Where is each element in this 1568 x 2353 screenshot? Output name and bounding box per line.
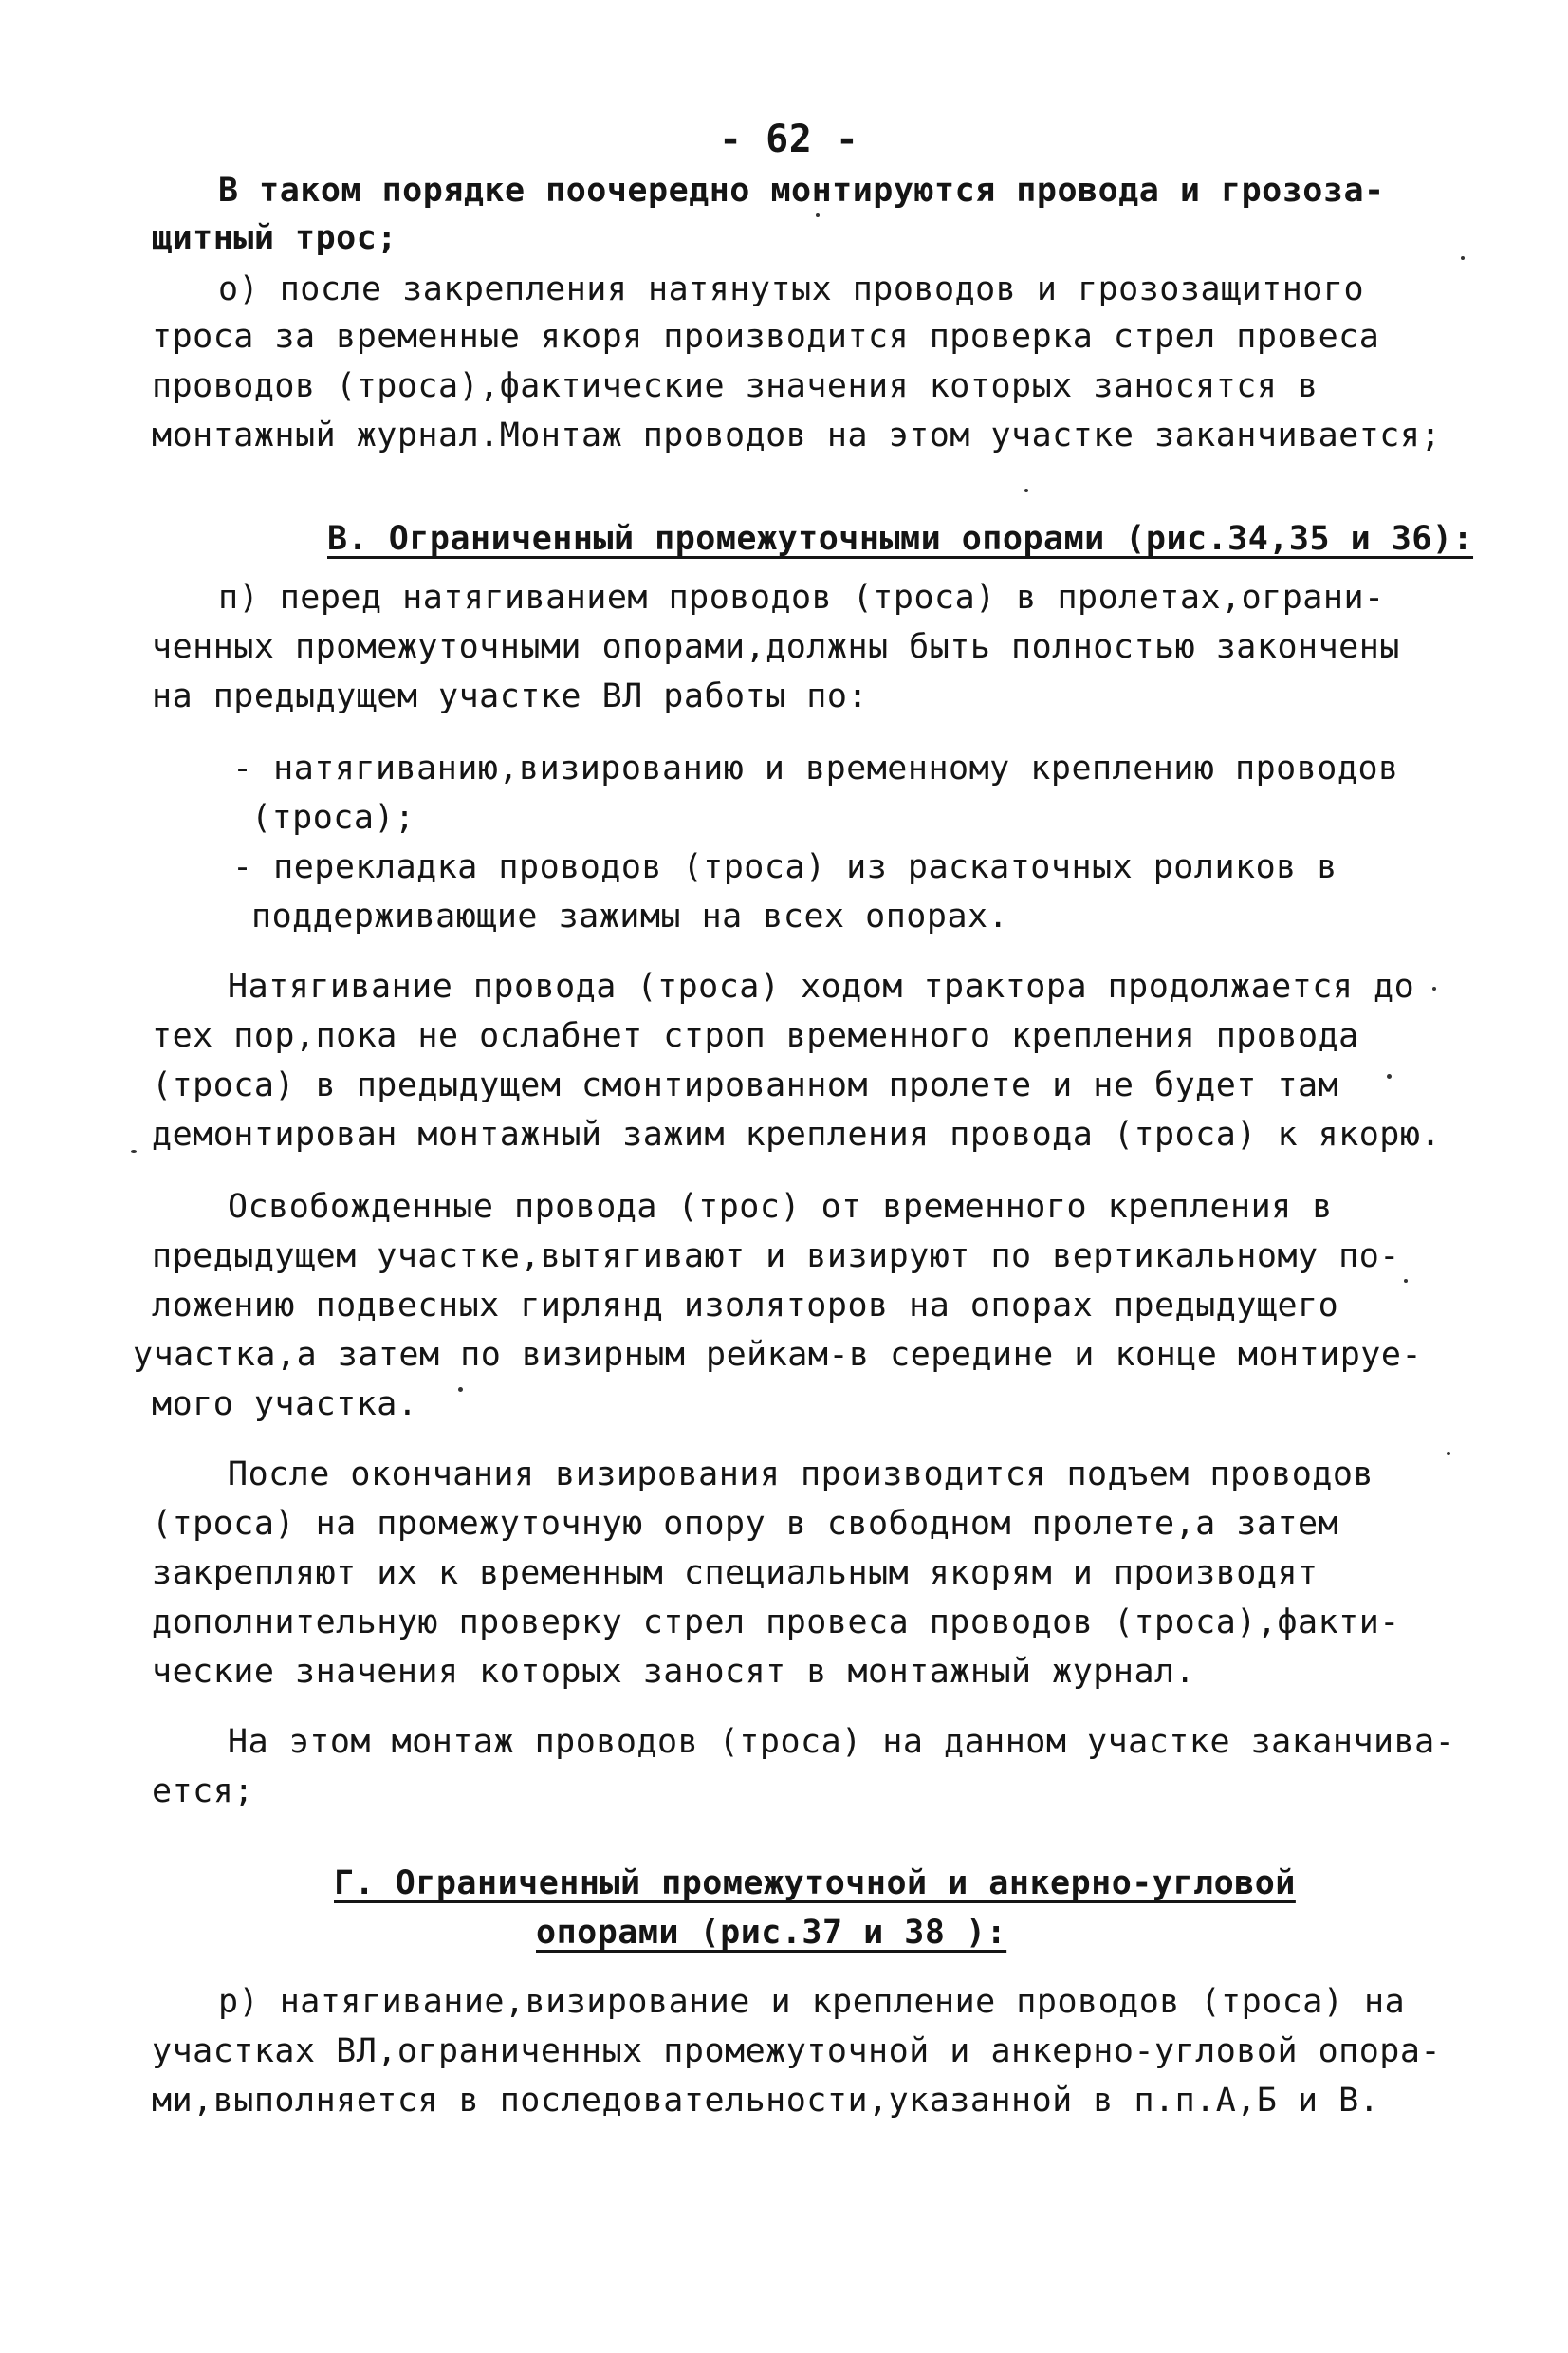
scan-speck <box>131 1150 137 1153</box>
text-line: Натягивание провода (троса) ходом трактора продолжается до <box>228 968 1415 1006</box>
text-line: предыдущем участке,вытягивают и визируют по вертикальному по- <box>152 1237 1400 1275</box>
text-line: монтажный журнал.Монтаж проводов на этом участке заканчивается; <box>152 417 1442 454</box>
section-heading-g-cont: опорами (рис.37 и 38 ): <box>536 1914 1007 1952</box>
scan-speck <box>1387 1074 1392 1079</box>
text-line: щитный трос; <box>152 219 397 257</box>
scan-speck <box>816 213 820 217</box>
list-item-text: (троса); <box>251 799 415 837</box>
list-item-text: - перекладка проводов (троса) из раскаточных роликов в <box>232 848 1337 886</box>
text-line: проводов (троса),фактические значения которых заносятся в <box>152 367 1319 405</box>
scan-speck <box>1447 1452 1450 1455</box>
text-line: троса за временные якоря производится проверка стрел провеса <box>152 318 1380 356</box>
text-line: На этом монтаж проводов (троса) на данном участке заканчива- <box>228 1723 1456 1761</box>
text-line: тех пор,пока не ослабнет строп временного крепления провода <box>152 1017 1359 1055</box>
text-line: участках ВЛ,ограниченных промежуточной и анкерно-угловой опора- <box>152 2032 1442 2070</box>
text-line: дополнительную проверку стрел провеса проводов (троса),факти- <box>152 1603 1400 1641</box>
text-line: п) перед натягиванием проводов (троса) в пролетах,ограни- <box>218 579 1385 617</box>
text-line: Освобожденные провода (трос) от временного крепления в <box>228 1188 1333 1226</box>
text-line: (троса) на промежуточную опору в свободном пролете,а затем <box>152 1505 1339 1543</box>
text-line: В таком порядке поочередно монтируются провода и грозоза- <box>218 172 1385 210</box>
text-line: закрепляют их к временным специальным якорям и производят <box>152 1554 1319 1592</box>
scan-speck <box>1432 987 1436 991</box>
text-line: ченных промежуточными опорами,должны быть полностью закончены <box>152 628 1400 666</box>
text-line: о) после закрепления натянутых проводов и грозозащитного <box>218 270 1365 308</box>
text-line: р) натягивание,визирование и крепление проводов (троса) на <box>218 1983 1406 2021</box>
list-item-text: - натягиванию,визированию и временному креплению проводов <box>232 750 1399 787</box>
page-number: - 62 - <box>719 118 859 161</box>
text-line: участка,а затем по визирным рейкам-в середине и конце монтируе- <box>133 1336 1423 1374</box>
text-line: мого участка. <box>152 1385 418 1423</box>
text-line: демонтирован монтажный зажим крепления провода (троса) к якорю. <box>152 1116 1442 1154</box>
text-line: на предыдущем участке ВЛ работы по: <box>152 677 869 715</box>
list-item-text: поддерживающие зажимы на всех опорах. <box>251 898 1009 936</box>
text-line: ми,выполняется в последовательности,указанной в п.п.А,Б и В. <box>152 2082 1380 2120</box>
scan-speck <box>1461 256 1465 260</box>
text-line: После окончания визирования производится подъем проводов <box>228 1455 1374 1493</box>
scan-speck <box>458 1387 463 1392</box>
text-line: ческие значения которых заносят в монтажный журнал. <box>152 1653 1196 1691</box>
scan-speck <box>1404 1279 1408 1283</box>
text-line: ется; <box>152 1772 254 1810</box>
section-heading-v: В. Ограниченный промежуточными опорами (рис.34,35 и 36): <box>327 520 1474 558</box>
scan-speck <box>1024 489 1028 492</box>
text-line: (троса) в предыдущем смонтированном пролете и не будет там <box>152 1066 1339 1104</box>
text-line: ложению подвесных гирлянд изоляторов на опорах предыдущего <box>152 1287 1339 1325</box>
section-heading-g: Г. Ограниченный промежуточной и анкерно-угловой <box>334 1864 1296 1902</box>
